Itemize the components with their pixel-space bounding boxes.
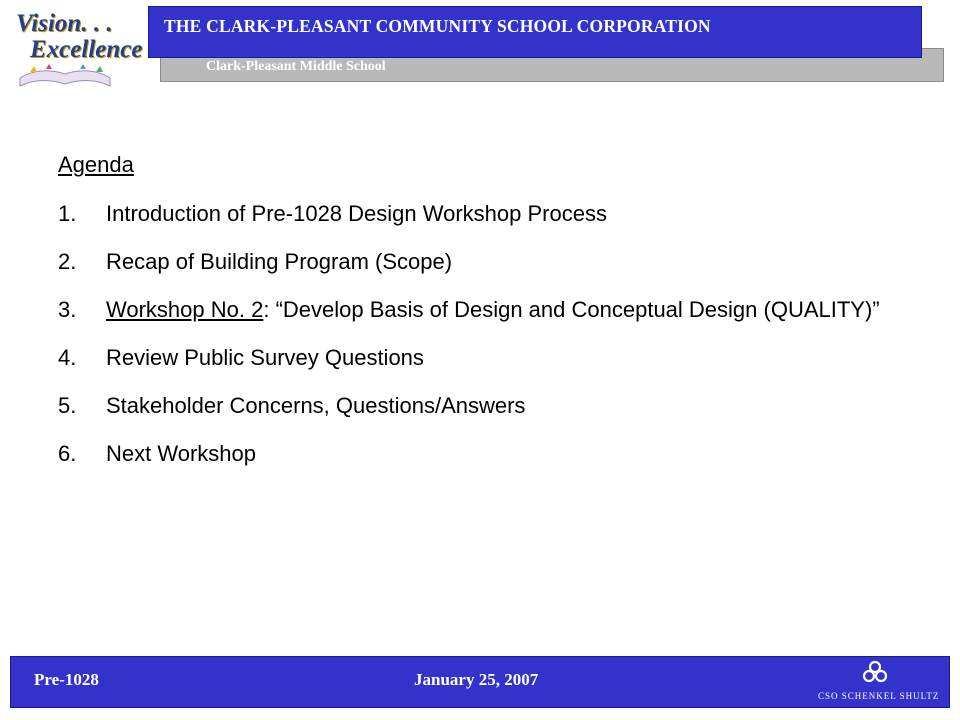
footer-date: January 25, 2007 bbox=[414, 670, 539, 689]
vision-excellence-logo bbox=[6, 6, 156, 92]
agenda-item-underlined-text: Workshop No. 2 bbox=[106, 297, 264, 322]
agenda-item-text: : “Develop Basis of Design and Conceptual Design (QUALITY)” bbox=[263, 297, 880, 322]
cso-logo-icon bbox=[862, 660, 888, 684]
agenda-item bbox=[58, 296, 918, 323]
agenda-item-text: Next Workshop bbox=[106, 441, 256, 466]
agenda-item bbox=[58, 200, 918, 227]
agenda-item-number: 6. bbox=[58, 441, 77, 466]
agenda-item-number: 1. bbox=[58, 201, 77, 226]
agenda-list bbox=[58, 200, 918, 488]
agenda-heading: Agenda bbox=[58, 152, 134, 177]
agenda-item bbox=[58, 392, 918, 419]
agenda-item-number: 4. bbox=[58, 345, 77, 370]
corporation-title: THE CLARK-PLEASANT COMMUNITY SCHOOL CORPORATION bbox=[164, 16, 711, 36]
logo-text-excellence: Excellence bbox=[30, 36, 143, 63]
school-subtitle: Clark-Pleasant Middle School bbox=[206, 59, 386, 74]
agenda-item-text: Recap of Building Program (Scope) bbox=[106, 249, 453, 274]
footer-project-code: Pre-1028 bbox=[34, 670, 99, 689]
agenda-item-text: Review Public Survey Questions bbox=[106, 345, 424, 370]
agenda-item-number: 2. bbox=[58, 249, 77, 274]
agenda-item-number: 3. bbox=[58, 297, 77, 322]
open-book-icon bbox=[10, 60, 120, 90]
agenda-item bbox=[58, 344, 918, 371]
cso-company-name: CSO SCHENKEL SHULTZ bbox=[818, 691, 940, 701]
agenda-item bbox=[58, 440, 918, 467]
agenda-item-number: 5. bbox=[58, 393, 77, 418]
agenda-item-text: Stakeholder Concerns, Questions/Answers bbox=[106, 393, 526, 418]
agenda-item bbox=[58, 248, 918, 275]
logo-text-vision: Vision. . . bbox=[16, 10, 113, 37]
agenda-item-text: Introduction of Pre-1028 Design Workshop Process bbox=[106, 201, 607, 226]
